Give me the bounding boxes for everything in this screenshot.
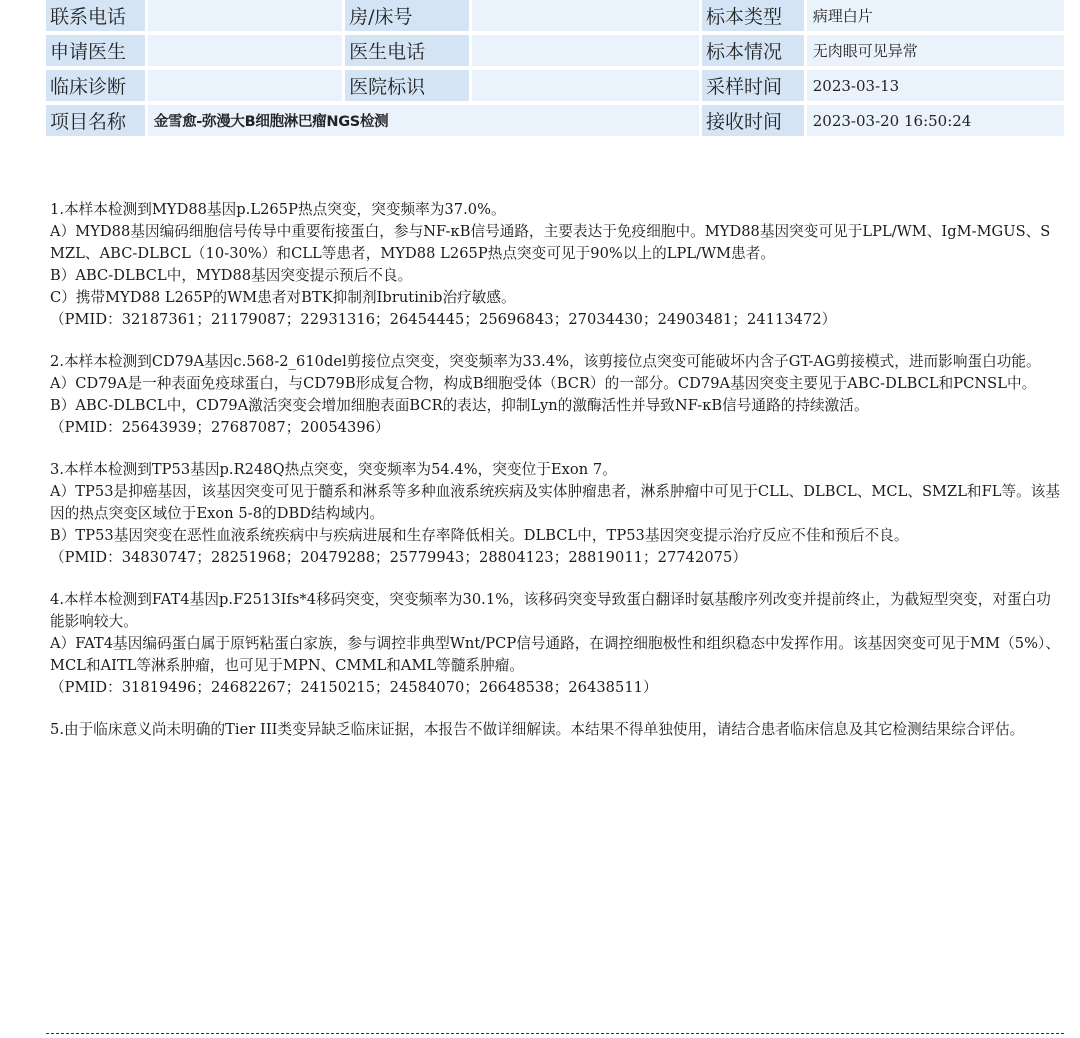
label-specimen-condition: 标本情况 <box>702 35 804 66</box>
finding-line: 4.本样本检测到FAT4基因p.F2513Ifs*4移码突变，突变频率为30.1%，该移码突变导致蛋白翻译时氨基酸序列改变并提前终止，为截短型突变，对蛋白功能影响较大。 <box>50 591 1051 630</box>
finding-line: 5.由于临床意义尚未明确的Tier III类变异缺乏临床证据，本报告不做详细解读。本结果不得单独使用，请结合患者临床信息及其它检测结果综合评估。 <box>50 721 1025 738</box>
label-room-bed: 房/床号 <box>345 0 469 31</box>
finding-line: A）CD79A是一种表面免疫球蛋白，与CD79B形成复合物，构成B细胞受体（BCR）的一部分。CD79A基因突变主要见于ABC-DLBCL和PCNSL中。 <box>50 375 1037 392</box>
finding-line: B）ABC-DLBCL中，MYD88基因突变提示预后不良。 <box>50 267 413 284</box>
finding-line: 2.本样本检测到CD79A基因c.568-2_610del剪接位点突变，突变频率为33.4%，该剪接位点突变可能破坏内含子GT-AG剪接模式，进而影响蛋白功能。 <box>50 353 1041 370</box>
value-receive-time: 2023-03-20 16:50:24 <box>807 105 1064 136</box>
finding-tp53 <box>50 459 1064 569</box>
value-specimen-type: 病理白片 <box>807 0 1064 31</box>
label-requesting-doctor: 申请医生 <box>46 35 145 66</box>
finding-line: 1.本样本检测到MYD88基因p.L265P热点突变，突变频率为37.0%。 <box>50 201 506 218</box>
label-project-name: 项目名称 <box>46 105 145 136</box>
finding-references: （PMID：34830747；28251968；20479288；25779943；28804123；28819011；27742075） <box>50 549 747 566</box>
finding-line: A）FAT4基因编码蛋白属于原钙粘蛋白家族，参与调控非典型Wnt/PCP信号通路，在调控细胞极性和组织稳态中发挥作用。该基因突变可见于MM（5%）、MCL和AITL等淋系肿瘤，也可见于MPN、CMML和AML等髓系肿瘤。 <box>50 635 1061 674</box>
finding-references: （PMID：31819496；24682267；24150215；24584070；26648538；26438511） <box>50 679 658 696</box>
label-contact-phone: 联系电话 <box>46 0 145 31</box>
value-hospital-id <box>472 70 699 101</box>
info-row-contact <box>46 0 1064 31</box>
label-hospital-id: 医院标识 <box>345 70 469 101</box>
interpretation-content <box>50 199 1064 761</box>
value-contact-phone <box>148 0 342 31</box>
value-specimen-condition: 无肉眼可见异常 <box>807 35 1064 66</box>
info-row-doctor <box>46 35 1064 66</box>
finding-line: B）ABC-DLBCL中，CD79A激活突变会增加细胞表面BCR的表达，抑制Lyn的激酶活性并导致NF-κB信号通路的持续激活。 <box>50 397 869 414</box>
value-requesting-doctor <box>148 35 342 66</box>
label-doctor-phone: 医生电话 <box>345 35 469 66</box>
value-project-name: 金雪愈-弥漫大B细胞淋巴瘤NGS检测 <box>148 105 699 136</box>
label-clinical-diagnosis: 临床诊断 <box>46 70 145 101</box>
finding-line: C）携带MYD88 L265P的WM患者对BTK抑制剂Ibrutinib治疗敏感。 <box>50 289 516 306</box>
label-receive-time: 接收时间 <box>702 105 804 136</box>
label-sampling-time: 采样时间 <box>702 70 804 101</box>
finding-line: A）MYD88基因编码细胞信号传导中重要衔接蛋白，参与NF-κB信号通路，主要表达于免疫细胞中。MYD88基因突变可见于LPL/WM、IgM-MGUS、SMZL、ABC-DLBCL（10-30%）和CLL等患者，MYD88 L265P热点突变可见于90%以上的LPL/WM患者。 <box>50 223 1051 262</box>
value-room-bed <box>472 0 699 31</box>
finding-myd88 <box>50 199 1064 331</box>
finding-fat4 <box>50 589 1064 699</box>
finding-cd79a <box>50 351 1064 439</box>
info-row-project <box>46 105 1064 136</box>
finding-line: B）TP53基因突变在恶性血液系统疾病中与疾病进展和生存率降低相关。DLBCL中，TP53基因突变提示治疗反应不佳和预后不良。 <box>50 527 909 544</box>
patient-info-table <box>46 0 1064 140</box>
finding-tier-iii-note <box>50 719 1064 741</box>
finding-references: （PMID：25643939；27687087；20054396） <box>50 419 390 436</box>
finding-references: （PMID：32187361；21179087；22931316；26454445；25696843；27034430；24903481；24113472） <box>50 311 837 328</box>
page-divider <box>46 1033 1064 1034</box>
value-clinical-diagnosis <box>148 70 342 101</box>
value-sampling-time: 2023-03-13 <box>807 70 1064 101</box>
label-specimen-type: 标本类型 <box>702 0 804 31</box>
finding-line: 3.本样本检测到TP53基因p.R248Q热点突变，突变频率为54.4%，突变位于Exon 7。 <box>50 461 617 478</box>
finding-line: A）TP53是抑癌基因，该基因突变可见于髓系和淋系等多种血液系统疾病及实体肿瘤患者，淋系肿瘤中可见于CLL、DLBCL、MCL、SMZL和FL等。该基因的热点突变区域位于Exon 5-8的DBD结构域内。 <box>50 483 1061 522</box>
value-doctor-phone <box>472 35 699 66</box>
info-row-diagnosis <box>46 70 1064 101</box>
